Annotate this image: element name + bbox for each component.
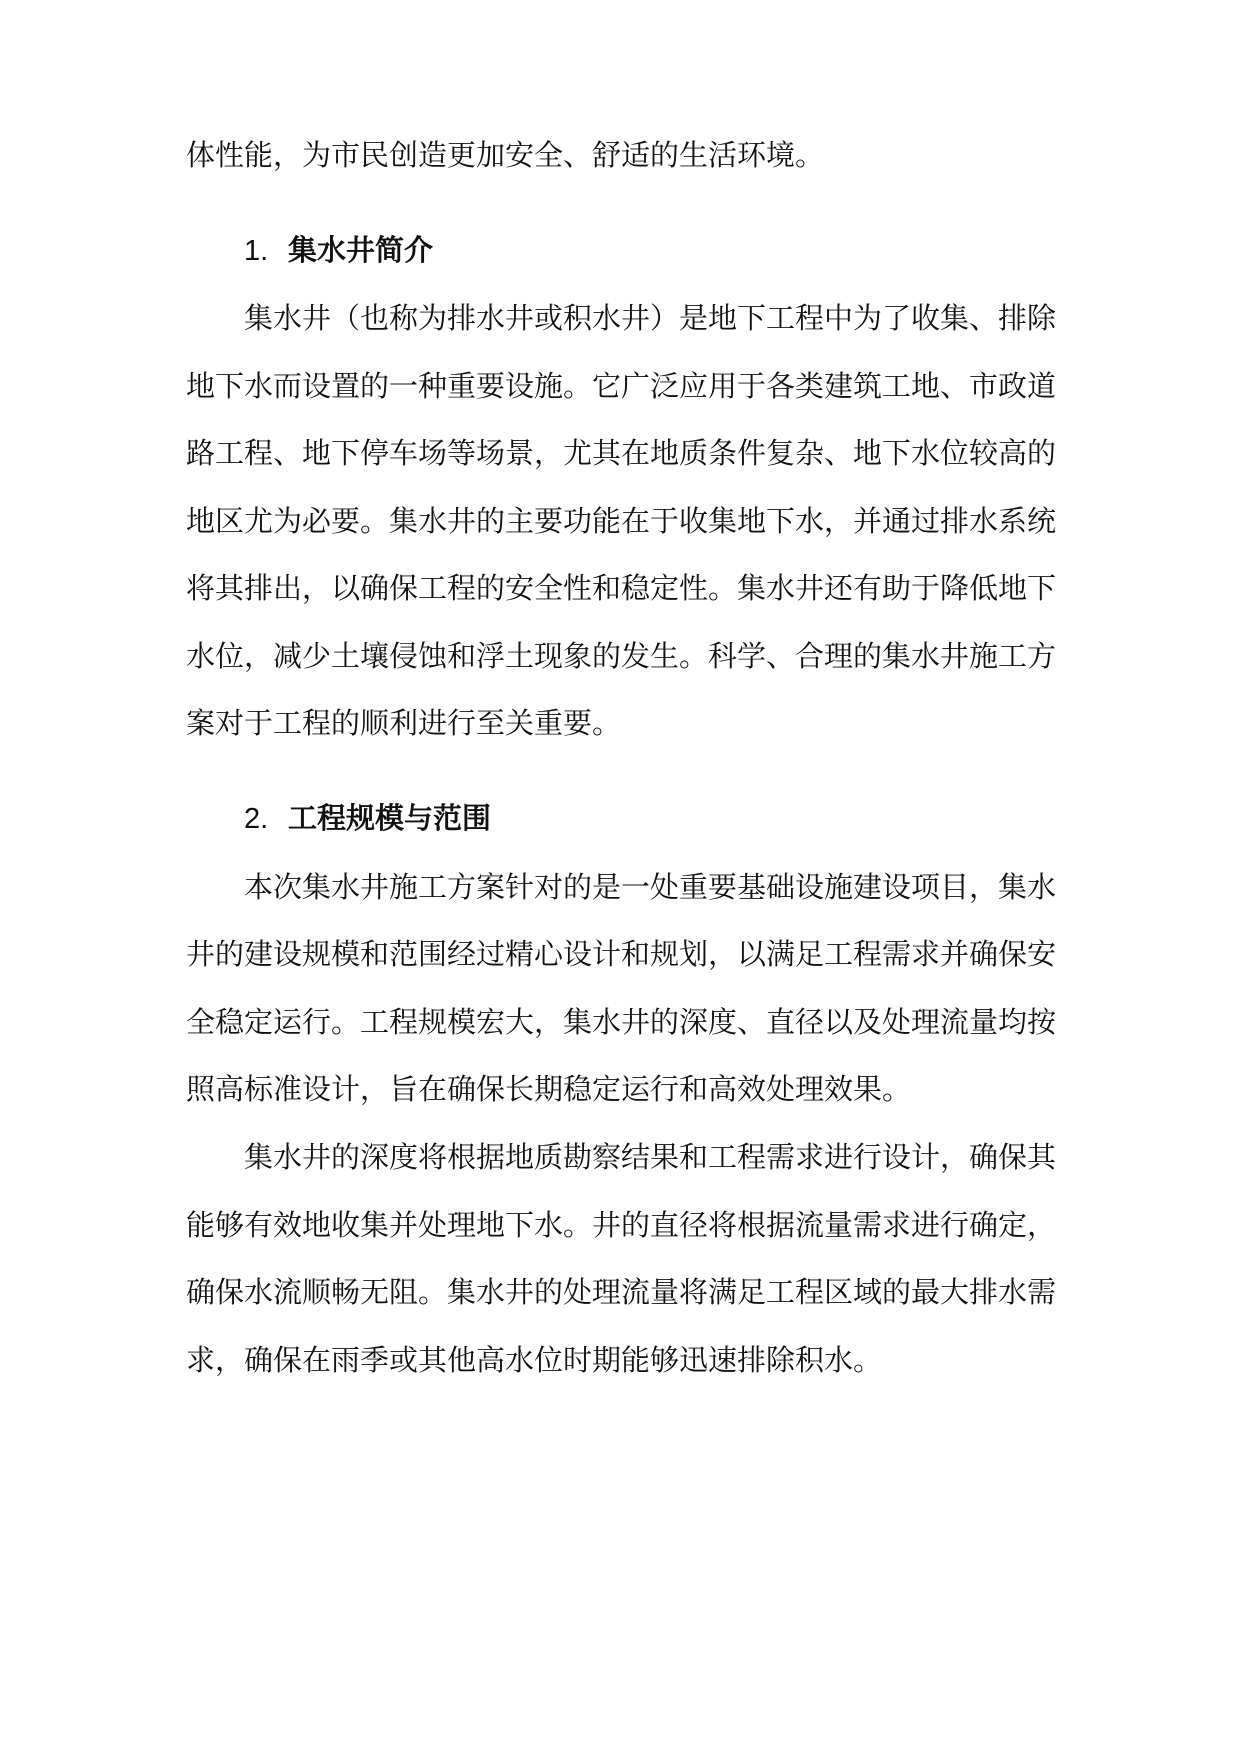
paragraph-line: 照高标准设计，旨在确保长期稳定运行和高效处理效果。 [186,1072,912,1106]
paragraph-line: 能够有效地收集并处理地下水。井的直径将根据流量需求进行确定， [186,1208,1056,1242]
section-2-heading [244,798,491,839]
paragraph-line: 本次集水井施工方案针对的是一处重要基础设施建设项目，集水 [244,870,1056,904]
paragraph-line: 水位，减少土壤侵蚀和浮土现象的发生。科学、合理的集水井施工方 [186,639,1056,673]
paragraph-line: 集水井的深度将根据地质勘察结果和工程需求进行设计，确保其 [244,1140,1056,1174]
paragraph-line: 路工程、地下停车场等场景，尤其在地质条件复杂、地下水位较高的 [186,436,1056,470]
section-2-number: 2. [244,803,269,835]
section-2-title: 工程规模与范围 [288,801,492,835]
section-1-heading [244,230,433,271]
intro-tail-line: 体性能，为市民创造更加安全、舒适的生活环境。 [186,138,825,172]
paragraph-line: 求，确保在雨季或其他高水位时期能够迅速排除积水。 [186,1343,883,1377]
section-1-number: 1. [244,235,269,267]
paragraph-line: 地区尤为必要。集水井的主要功能在于收集地下水，并通过排水系统 [186,504,1056,538]
paragraph-line: 集水井（也称为排水井或积水井）是地下工程中为了收集、排除 [244,301,1056,335]
paragraph-line: 案对于工程的顺利进行至关重要。 [186,706,622,740]
paragraph-line: 全稳定运行。工程规模宏大，集水井的深度、直径以及处理流量均按 [186,1005,1056,1039]
section-1-title: 集水井简介 [288,233,434,267]
paragraph-line: 确保水流顺畅无阻。集水井的处理流量将满足工程区域的最大排水需 [186,1275,1056,1309]
paragraph-line: 地下水而设置的一种重要设施。它广泛应用于各类建筑工地、市政道 [186,369,1056,403]
paragraph-line: 将其排出，以确保工程的安全性和稳定性。集水井还有助于降低地下 [186,571,1056,605]
paragraph-line: 井的建设规模和范围经过精心设计和规划，以满足工程需求并确保安 [186,937,1056,971]
